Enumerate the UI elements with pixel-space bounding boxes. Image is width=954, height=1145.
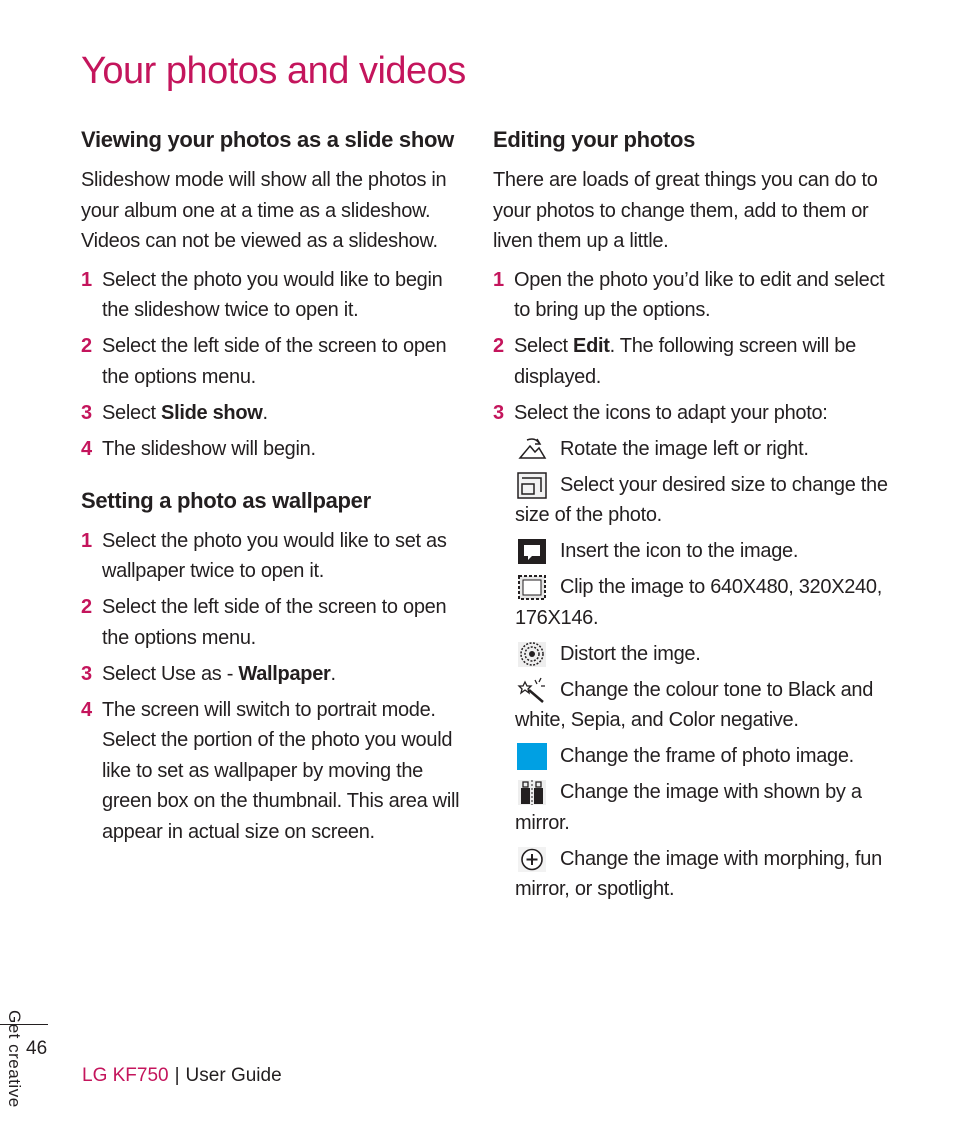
step-text: The slideshow will begin. [102, 437, 316, 460]
editing-steps [493, 265, 893, 429]
list-item [81, 331, 467, 392]
list-item [81, 398, 467, 429]
icon-description: Change the image with shown by a mirror. [515, 781, 862, 834]
list-item [81, 695, 467, 848]
side-divider [0, 1024, 48, 1025]
resize-icon [517, 472, 547, 499]
mirror-icon [517, 779, 547, 806]
icon-description: Insert the icon to the image. [560, 540, 799, 562]
step-text: Select Use as - [102, 662, 239, 685]
step-text: . [330, 662, 336, 685]
icon-description: Change the frame of photo image. [560, 745, 854, 767]
editing-intro: There are loads of great things you can do to your photos to change them, add to them or liven them up a little. [493, 169, 878, 252]
step-number: 4 [81, 698, 92, 721]
step-number: 2 [81, 596, 92, 618]
step-number: 1 [493, 268, 504, 291]
slideshow-heading: Viewing your photos as a slide show [81, 127, 454, 152]
step-text: Select the photo you would like to begin the slideshow twice to open it. [102, 268, 443, 321]
icon-row-mirror [515, 777, 893, 838]
step-text: The screen will switch to portrait mode. Select the portion of the photo you would like to set as wallpaper by moving the green box on the thumbnail. This area will appear in actual size on screen. [102, 698, 460, 843]
wallpaper-steps [81, 526, 467, 848]
footer [82, 1065, 282, 1087]
slideshow-intro: Slideshow mode will show all the photos in your album one at a time as a slideshow. Videos can not be viewed as a slideshow. [81, 169, 447, 252]
distort-icon [517, 641, 547, 668]
step-text: Select [514, 335, 574, 357]
icon-description: Change the image with morphing, fun mirror, or spotlight. [515, 847, 882, 900]
list-item [81, 592, 467, 653]
list-item [493, 265, 893, 326]
step-text: . The following screen will be displayed. [514, 335, 856, 388]
step-text: Select [102, 401, 162, 424]
list-item [493, 331, 893, 392]
footer-guide: User Guide [185, 1065, 282, 1086]
colour-tone-icon [517, 677, 547, 704]
rotate-icon [517, 436, 547, 463]
icon-description: Select your desired size to change the size of the photo. [515, 473, 888, 526]
icon-description: Distort the imge. [560, 642, 701, 665]
icon-row-rotate [515, 434, 893, 465]
icon-row-colour-tone [515, 675, 893, 736]
step-number: 4 [81, 437, 92, 460]
right-column [493, 126, 893, 910]
step-text: Select the left side of the screen to open the options menu. [102, 596, 447, 649]
icon-description: Change the colour tone to Black and white, Sepia, and Color negative. [515, 678, 874, 731]
footer-brand: LG KF750 [82, 1065, 169, 1086]
step-number: 3 [81, 401, 92, 424]
icon-row-distort [515, 639, 893, 670]
step-bold-text: Wallpaper [238, 662, 331, 685]
clip-icon [517, 574, 547, 601]
slideshow-steps [81, 265, 467, 465]
page-title: Your photos and videos [81, 50, 466, 92]
step-number: 2 [81, 335, 92, 357]
page-number: 46 [26, 1038, 48, 1059]
list-item [81, 659, 467, 690]
morphing-icon [517, 846, 547, 873]
list-item [81, 265, 467, 326]
icon-row-insert [515, 536, 893, 567]
icon-row-clip [515, 572, 893, 633]
wallpaper-heading: Setting a photo as wallpaper [81, 487, 371, 513]
list-item [493, 398, 893, 429]
list-item [81, 526, 467, 587]
step-number: 3 [493, 401, 504, 424]
step-bold-text: Slide show [161, 401, 263, 424]
step-number: 1 [81, 529, 92, 552]
icon-row-frame [515, 741, 893, 772]
step-text: Select the left side of the screen to open the options menu. [102, 335, 447, 388]
list-item [81, 434, 467, 465]
editing-heading: Editing your photos [493, 127, 696, 152]
step-bold-text: Edit [573, 335, 610, 357]
frame-icon [517, 743, 547, 770]
icon-description: Rotate the image left or right. [560, 437, 809, 460]
insert-icon-icon [517, 538, 547, 565]
footer-separator: | [174, 1065, 180, 1086]
step-text: . [262, 401, 268, 424]
section-side-label: Get creative [5, 1010, 24, 1108]
icon-row-resize [515, 470, 893, 531]
step-number: 3 [81, 662, 92, 685]
step-number: 2 [493, 335, 504, 357]
step-text: Select the icons to adapt your photo: [514, 401, 828, 424]
icon-row-morphing [515, 844, 893, 905]
step-number: 1 [81, 268, 92, 291]
icon-description: Clip the image to 640X480, 320X240, 176X146. [515, 576, 882, 629]
left-column [81, 126, 467, 853]
step-text: Open the photo you’d like to edit and select to bring up the options. [514, 268, 885, 321]
step-text: Select the photo you would like to set as wallpaper twice to open it. [102, 529, 447, 582]
